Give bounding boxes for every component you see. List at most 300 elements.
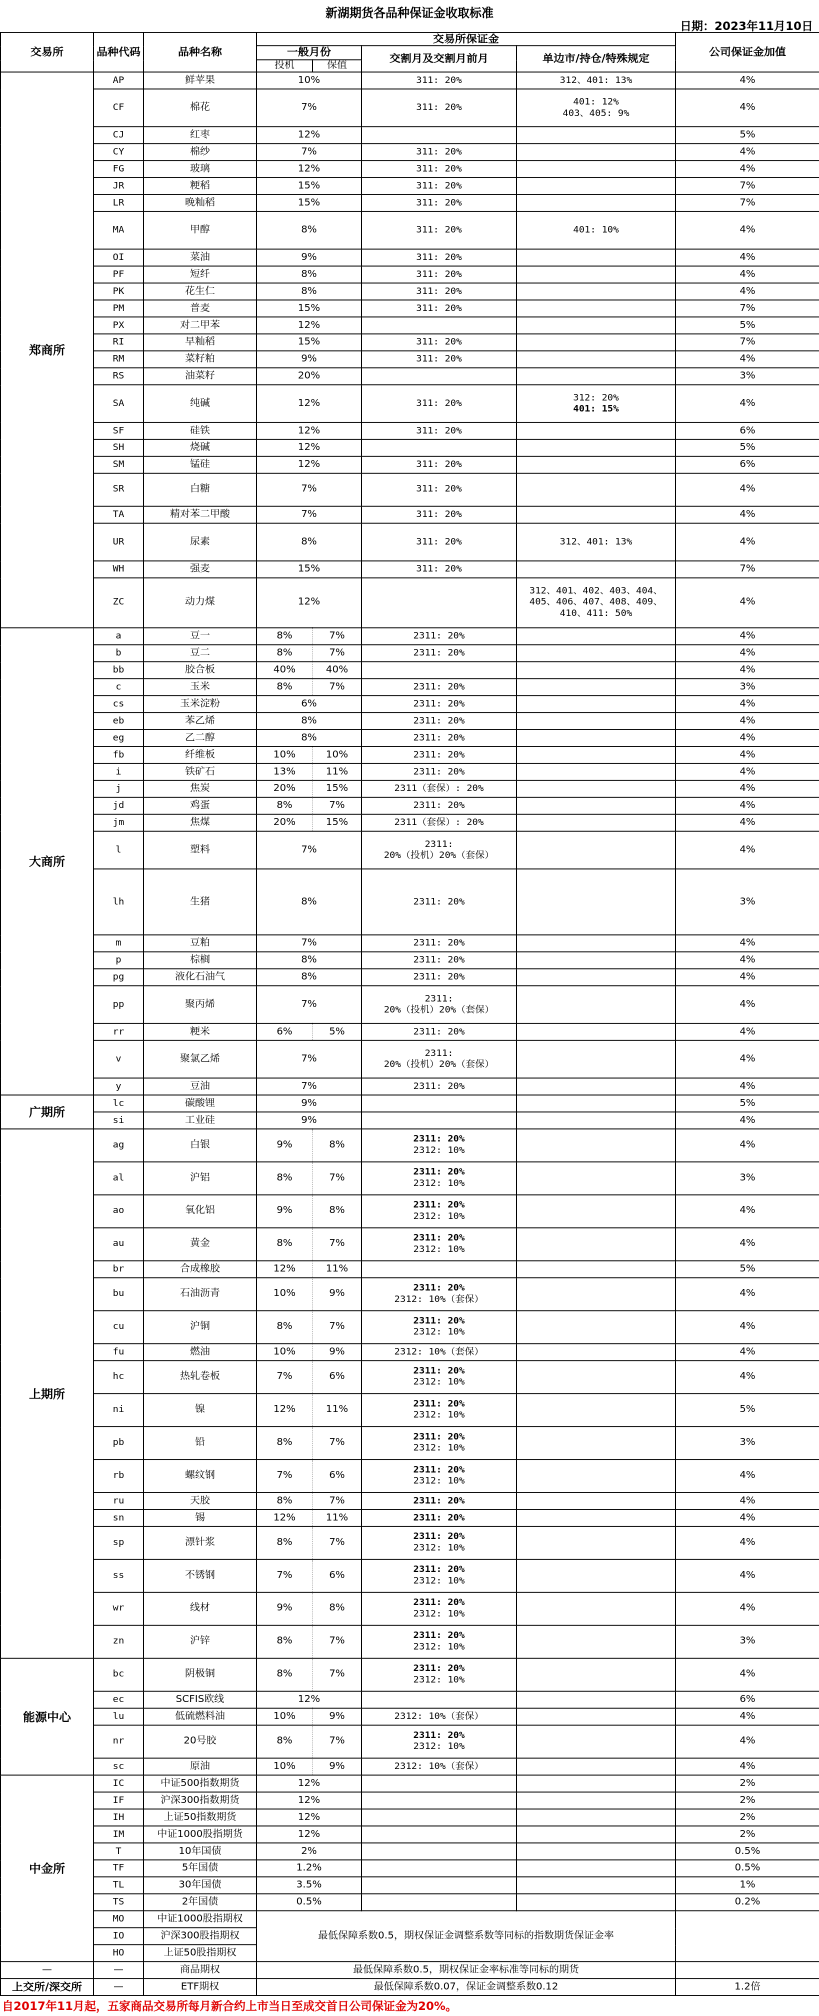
speculation-margin-cell: 10%	[257, 1278, 313, 1311]
delivery-margin-cell	[362, 385, 517, 423]
delivery-margin-cell	[362, 1162, 517, 1195]
delivery-margin-cell	[362, 1361, 517, 1394]
product-name-cell: 粳稻	[144, 178, 257, 195]
special-rule-cell	[517, 1826, 676, 1843]
hedge-margin-cell: 7%	[313, 645, 362, 662]
delivery-margin-line: 2312: 10%（套保）	[394, 1346, 484, 1357]
company-add-cell: 4%	[676, 1658, 819, 1691]
company-add-cell: 2%	[676, 1826, 819, 1843]
hedge-margin-cell: 10%	[313, 746, 362, 763]
delivery-margin-cell	[362, 194, 517, 211]
delivery-margin-cell	[362, 1095, 517, 1112]
product-code-cell: WH	[94, 561, 144, 578]
exchange-name-cell: 上期所	[1, 1129, 94, 1658]
general-margin-cell: 12%	[257, 317, 362, 334]
table-row	[1, 178, 819, 195]
special-rule-cell	[517, 1078, 676, 1095]
product-code-cell: IM	[94, 1826, 144, 1843]
special-rule-cell	[517, 645, 676, 662]
delivery-margin-line: 311: 20%	[416, 251, 462, 263]
delivery-margin-cell	[362, 1493, 517, 1510]
col-header-special: 单边市/持仓/特殊规定	[517, 46, 676, 72]
speculation-margin-cell: 8%	[257, 645, 313, 662]
special-rule-cell	[517, 456, 676, 473]
general-margin-cell: 15%	[257, 561, 362, 578]
table-row	[1, 1040, 819, 1078]
general-margin-cell: 7%	[257, 144, 362, 161]
delivery-margin-line: 2311: 20%	[413, 766, 465, 777]
table-row	[1, 385, 819, 423]
delivery-margin-cell	[362, 645, 517, 662]
delivery-margin-line: 2311: 20%	[413, 1167, 465, 1178]
delivery-margin-line: 2311: 20%	[413, 715, 465, 726]
table-row	[1, 1078, 819, 1095]
product-name-cell: 沪深300指数期货	[144, 1792, 257, 1809]
general-margin-cell: 3.5%	[257, 1877, 362, 1894]
table-row	[1, 1708, 819, 1725]
company-add-cell: 4%	[676, 831, 819, 869]
speculation-margin-cell: 8%	[257, 1658, 313, 1691]
col-header-name: 品种名称	[144, 32, 257, 72]
product-code-cell: eg	[94, 730, 144, 747]
product-name-cell: 合成橡胶	[144, 1261, 257, 1278]
product-code-cell: au	[94, 1228, 144, 1261]
table-row	[1, 144, 819, 161]
delivery-margin-cell	[362, 422, 517, 439]
special-rule-cell	[517, 1775, 676, 1792]
table-row	[1, 1877, 819, 1894]
product-name-cell: 液化石油气	[144, 969, 257, 986]
delivery-margin-line: 2311: 20%	[413, 732, 465, 743]
company-add-cell: 4%	[676, 1344, 819, 1361]
table-row	[1, 1775, 819, 1792]
product-code-cell: ru	[94, 1493, 144, 1510]
delivery-margin-line: 2312: 10%	[413, 1410, 465, 1421]
product-name-cell: 苯乙烯	[144, 713, 257, 730]
delivery-margin-line: 311: 20%	[416, 102, 462, 113]
speculation-margin-cell: 8%	[257, 1162, 313, 1195]
company-add-cell: 4%	[676, 986, 819, 1024]
delivery-margin-cell	[362, 1658, 517, 1691]
company-add-cell: 4%	[676, 628, 819, 645]
delivery-margin-cell	[362, 1758, 517, 1775]
product-name-cell: 上证50指数期货	[144, 1809, 257, 1826]
product-code-cell: sp	[94, 1526, 144, 1559]
product-name-cell: 中证1000股指期货	[144, 1826, 257, 1843]
delivery-margin-cell	[362, 351, 517, 368]
product-name-cell: 红枣	[144, 127, 257, 144]
product-name-cell: 碳酸锂	[144, 1095, 257, 1112]
delivery-margin-line: 2311: 20%	[413, 971, 465, 982]
company-add-cell: 4%	[676, 1129, 819, 1162]
product-name-cell: 精对苯二甲酸	[144, 506, 257, 523]
product-code-cell: b	[94, 645, 144, 662]
product-code-cell: CF	[94, 89, 144, 127]
company-add-cell: 5%	[676, 1261, 819, 1278]
speculation-margin-cell: 6%	[257, 1023, 313, 1040]
company-add-cell: 4%	[676, 523, 819, 561]
table-row	[1, 814, 819, 831]
delivery-margin-line: 2311: 20%	[413, 1564, 465, 1575]
product-code-cell: ag	[94, 1129, 144, 1162]
general-margin-cell: 7%	[257, 506, 362, 523]
general-margin-cell: 7%	[257, 89, 362, 127]
company-add-cell: 3%	[676, 1427, 819, 1460]
product-code-cell: fb	[94, 746, 144, 763]
table-row	[1, 1095, 819, 1112]
company-add-cell: 4%	[676, 1493, 819, 1510]
page-title: 新湖期货各品种保证金收取标准	[325, 6, 494, 20]
product-name-cell: 锡	[144, 1509, 257, 1526]
product-name-cell: 白银	[144, 1129, 257, 1162]
product-name-cell: 天胶	[144, 1493, 257, 1510]
speculation-margin-cell: 20%	[257, 814, 313, 831]
special-rule-line: 312、401: 13%	[559, 74, 633, 86]
speculation-margin-cell: 8%	[257, 628, 313, 645]
product-name-cell: 20号胶	[144, 1725, 257, 1758]
table-row	[1, 645, 819, 662]
company-add-cell	[676, 1962, 819, 1979]
delivery-margin-line: 2311: 20%	[413, 1464, 465, 1476]
special-rule-cell	[517, 1843, 676, 1860]
product-code-cell: SA	[94, 385, 144, 423]
product-code-cell: MA	[94, 211, 144, 249]
product-name-cell: 30年国债	[144, 1877, 257, 1894]
hedge-margin-cell: 6%	[313, 1361, 362, 1394]
special-rule-cell	[517, 1361, 676, 1394]
product-name-cell: 豆油	[144, 1078, 257, 1095]
delivery-margin-line: 2312: 10%	[413, 1145, 465, 1156]
delivery-margin-cell	[362, 986, 517, 1024]
general-margin-cell: 12%	[257, 1691, 362, 1708]
product-code-cell: IC	[94, 1775, 144, 1792]
company-add-cell: 4%	[676, 249, 819, 266]
product-name-cell: 聚氯乙烯	[144, 1040, 257, 1078]
special-rule-cell	[517, 385, 676, 423]
general-margin-cell: 0.5%	[257, 1894, 362, 1911]
delivery-margin-line: 2312: 10%	[413, 1327, 465, 1338]
hedge-margin-cell: 7%	[313, 1311, 362, 1344]
product-code-cell: ss	[94, 1559, 144, 1592]
special-rule-cell	[517, 1809, 676, 1826]
delivery-margin-line: 2312: 10%	[413, 1575, 465, 1587]
table-row	[1, 763, 819, 780]
table-row	[1, 1509, 819, 1526]
delivery-margin-line: 2311: 20%	[413, 937, 465, 949]
speculation-margin-cell: 8%	[257, 797, 313, 814]
table-row	[1, 1112, 819, 1129]
speculation-margin-cell: 9%	[257, 1129, 313, 1162]
special-rule-cell	[517, 969, 676, 986]
product-code-cell: PX	[94, 317, 144, 334]
table-row	[1, 628, 819, 645]
hedge-margin-cell: 11%	[313, 1261, 362, 1278]
special-rule-cell	[517, 72, 676, 89]
delivery-margin-line: 2311: 20%	[413, 1200, 465, 1211]
delivery-margin-cell	[362, 249, 517, 266]
product-code-cell: wr	[94, 1592, 144, 1625]
table-row	[1, 161, 819, 178]
product-code-cell: pb	[94, 1427, 144, 1460]
speculation-margin-cell: 9%	[257, 1592, 313, 1625]
product-name-cell: 焦煤	[144, 814, 257, 831]
special-rule-cell	[517, 1427, 676, 1460]
product-code-cell: IF	[94, 1792, 144, 1809]
delivery-margin-line: 2312: 10%	[413, 1377, 465, 1388]
table-row	[1, 439, 819, 456]
delivery-margin-line: 311: 20%	[416, 163, 462, 174]
speculation-margin-cell: 40%	[257, 662, 313, 679]
delivery-margin-line: 2311: 20%	[413, 800, 465, 811]
delivery-margin-line: 311: 20%	[416, 336, 462, 348]
general-margin-cell: 9%	[257, 1112, 362, 1129]
table-row	[1, 1278, 819, 1311]
product-name-cell: 玉米淀粉	[144, 696, 257, 713]
company-add-cell: 4%	[676, 1758, 819, 1775]
company-add-cell: 4%	[676, 578, 819, 628]
speculation-margin-cell: 7%	[257, 1559, 313, 1592]
delivery-margin-cell	[362, 1725, 517, 1758]
delivery-margin-cell	[362, 317, 517, 334]
table-row	[1, 1792, 819, 1809]
speculation-margin-cell: 20%	[257, 780, 313, 797]
special-rule-line: 401: 15%	[573, 403, 619, 414]
special-rule-cell	[517, 439, 676, 456]
general-margin-cell: 9%	[257, 351, 362, 368]
col-header-speculation: 投机	[257, 60, 313, 72]
product-code-cell: pp	[94, 986, 144, 1024]
special-rule-cell	[517, 368, 676, 385]
option-rule-cell: 最低保障系数0.07，保证金调整系数0.12	[257, 1979, 676, 1996]
product-code-cell: PM	[94, 300, 144, 317]
company-add-cell: 2%	[676, 1775, 819, 1792]
product-code-cell: RS	[94, 368, 144, 385]
hedge-margin-cell: 7%	[313, 1493, 362, 1510]
general-margin-cell: 12%	[257, 127, 362, 144]
hedge-margin-cell: 8%	[313, 1195, 362, 1228]
company-add-cell: 5%	[676, 439, 819, 456]
company-add-cell: 4%	[676, 266, 819, 283]
product-name-cell: 中证500指数期货	[144, 1775, 257, 1792]
table-row	[1, 1311, 819, 1344]
company-add-cell: 4%	[676, 746, 819, 763]
general-margin-cell: 8%	[257, 266, 362, 283]
special-rule-cell	[517, 1493, 676, 1510]
special-rule-cell	[517, 1725, 676, 1758]
speculation-margin-cell: 7%	[257, 1361, 313, 1394]
company-add-cell: 4%	[676, 730, 819, 747]
table-row	[1, 662, 819, 679]
company-add-cell: 4%	[676, 506, 819, 523]
general-margin-cell: 8%	[257, 730, 362, 747]
special-rule-cell	[517, 1509, 676, 1526]
company-add-cell: 4%	[676, 1195, 819, 1228]
hedge-margin-cell: 7%	[313, 628, 362, 645]
delivery-margin-cell	[362, 283, 517, 300]
delivery-margin-line: 2311: 20%	[413, 1597, 465, 1608]
product-code-cell: SM	[94, 456, 144, 473]
delivery-margin-cell	[362, 1708, 517, 1725]
table-row	[1, 1962, 819, 1979]
company-add-cell: 4%	[676, 144, 819, 161]
delivery-margin-cell	[362, 763, 517, 780]
company-add-cell: 4%	[676, 351, 819, 368]
special-rule-cell	[517, 1261, 676, 1278]
table-row	[1, 1894, 819, 1911]
delivery-margin-line: 2311: 20%	[413, 1495, 465, 1506]
product-name-cell: 强麦	[144, 561, 257, 578]
general-margin-cell: 8%	[257, 283, 362, 300]
product-name-cell: 聚丙烯	[144, 986, 257, 1024]
col-header-exchange-margin: 交易所保证金	[257, 32, 676, 45]
company-add-cell: 7%	[676, 300, 819, 317]
product-code-cell: bc	[94, 1658, 144, 1691]
delivery-margin-line: 311: 20%	[416, 74, 462, 86]
special-rule-cell	[517, 1040, 676, 1078]
hedge-margin-cell: 7%	[313, 1658, 362, 1691]
special-rule-cell	[517, 1592, 676, 1625]
delivery-margin-line: 2311: 20%（投机）20%（套保）	[383, 838, 495, 861]
speculation-margin-cell: 10%	[257, 746, 313, 763]
product-name-cell: 商品期权	[144, 1962, 257, 1979]
company-add-cell: 4%	[676, 797, 819, 814]
product-code-cell: TA	[94, 506, 144, 523]
company-add-cell: 6%	[676, 456, 819, 473]
product-code-cell: UR	[94, 523, 144, 561]
col-header-code: 品种代码	[94, 32, 144, 72]
delivery-margin-cell	[362, 1078, 517, 1095]
product-code-cell: jd	[94, 797, 144, 814]
special-rule-cell	[517, 1023, 676, 1040]
product-code-cell: bb	[94, 662, 144, 679]
option-rule-cell: 最低保障系数0.5，期权保证金调整系数等同标的指数期货保证金率	[257, 1911, 676, 1962]
product-name-cell: 动力煤	[144, 578, 257, 628]
hedge-margin-cell: 15%	[313, 780, 362, 797]
product-name-cell: 玉米	[144, 679, 257, 696]
general-margin-cell: 7%	[257, 1078, 362, 1095]
company-add-cell: 4%	[676, 283, 819, 300]
product-code-cell: MO	[94, 1911, 144, 1928]
product-name-cell: 豆二	[144, 645, 257, 662]
product-name-cell: SCFIS欧线	[144, 1691, 257, 1708]
product-code-cell: OI	[94, 249, 144, 266]
general-margin-cell: 12%	[257, 456, 362, 473]
product-code-cell: y	[94, 1078, 144, 1095]
company-add-cell: 4%	[676, 1725, 819, 1758]
product-name-cell: 燃油	[144, 1344, 257, 1361]
delivery-margin-cell	[362, 72, 517, 89]
delivery-margin-line: 311: 20%	[416, 563, 462, 575]
table-row	[1, 713, 819, 730]
special-rule-cell	[517, 1095, 676, 1112]
product-code-cell: RI	[94, 334, 144, 351]
general-margin-cell: 7%	[257, 986, 362, 1024]
delivery-margin-line: 2312: 10%	[413, 1178, 465, 1189]
general-margin-cell: 12%	[257, 161, 362, 178]
delivery-margin-line: 2312: 10%	[413, 1211, 465, 1222]
table-row	[1, 1228, 819, 1261]
special-rule-cell	[517, 334, 676, 351]
delivery-margin-cell	[362, 831, 517, 869]
delivery-margin-line: 2312: 10%	[413, 1608, 465, 1620]
company-add-cell: 6%	[676, 1691, 819, 1708]
company-add-cell: 3%	[676, 1625, 819, 1658]
company-add-cell: 4%	[676, 473, 819, 506]
product-name-cell: 棉花	[144, 89, 257, 127]
delivery-margin-cell	[362, 368, 517, 385]
special-rule-cell	[517, 1394, 676, 1427]
product-code-cell: SH	[94, 439, 144, 456]
hedge-margin-cell: 11%	[313, 763, 362, 780]
special-rule-cell	[517, 662, 676, 679]
exchange-name-cell: 大商所	[1, 628, 94, 1095]
product-code-cell: sc	[94, 1758, 144, 1775]
table-row	[1, 797, 819, 814]
delivery-margin-line: 311: 20%	[416, 285, 462, 297]
speculation-margin-cell: 8%	[257, 1725, 313, 1758]
company-add-cell: 4%	[676, 1311, 819, 1344]
special-rule-cell	[517, 1894, 676, 1911]
hedge-margin-cell: 9%	[313, 1344, 362, 1361]
delivery-margin-line: 2312: 10%	[413, 1542, 465, 1554]
delivery-margin-line: 311: 20%	[416, 397, 462, 409]
product-code-cell: m	[94, 935, 144, 952]
delivery-margin-cell	[362, 935, 517, 952]
product-name-cell: 粳米	[144, 1023, 257, 1040]
margin-table-wrapper	[0, 32, 819, 1996]
exchange-name-cell: 中金所	[1, 1775, 94, 1962]
product-name-cell: 鸡蛋	[144, 797, 257, 814]
table-row	[1, 473, 819, 506]
table-row	[1, 334, 819, 351]
company-add-cell: 1.2倍	[676, 1979, 819, 1996]
special-rule-cell	[517, 1758, 676, 1775]
product-name-cell: 玻璃	[144, 161, 257, 178]
product-code-cell: l	[94, 831, 144, 869]
product-name-cell: 生猪	[144, 869, 257, 935]
product-code-cell: lu	[94, 1708, 144, 1725]
delivery-margin-cell	[362, 127, 517, 144]
speculation-margin-cell: 12%	[257, 1509, 313, 1526]
product-name-cell: 铅	[144, 1427, 257, 1460]
company-add-cell: 4%	[676, 385, 819, 423]
company-add-cell: 4%	[676, 645, 819, 662]
company-add-cell	[676, 1911, 819, 1962]
product-code-cell: nr	[94, 1725, 144, 1758]
product-code-cell: JR	[94, 178, 144, 195]
product-code-cell: FG	[94, 161, 144, 178]
special-rule-line: 312、401、402、403、404、 405、406、407、408、409、 410、411: 50%	[529, 585, 663, 619]
delivery-margin-cell	[362, 696, 517, 713]
product-name-cell: 晚籼稻	[144, 194, 257, 211]
product-code-cell: sn	[94, 1509, 144, 1526]
special-rule-cell	[517, 317, 676, 334]
delivery-margin-cell	[362, 679, 517, 696]
delivery-margin-line: 2311: 20%	[413, 1663, 465, 1674]
product-name-cell: 纤维板	[144, 746, 257, 763]
hedge-margin-cell: 11%	[313, 1394, 362, 1427]
special-rule-cell	[517, 1228, 676, 1261]
table-row	[1, 1559, 819, 1592]
general-margin-cell: 6%	[257, 696, 362, 713]
delivery-margin-cell	[362, 1195, 517, 1228]
product-code-cell: rb	[94, 1460, 144, 1493]
product-name-cell: 豆粕	[144, 935, 257, 952]
general-margin-cell: 12%	[257, 422, 362, 439]
product-code-cell: lh	[94, 869, 144, 935]
special-rule-cell	[517, 935, 676, 952]
special-rule-line: 312、401: 13%	[559, 536, 633, 547]
